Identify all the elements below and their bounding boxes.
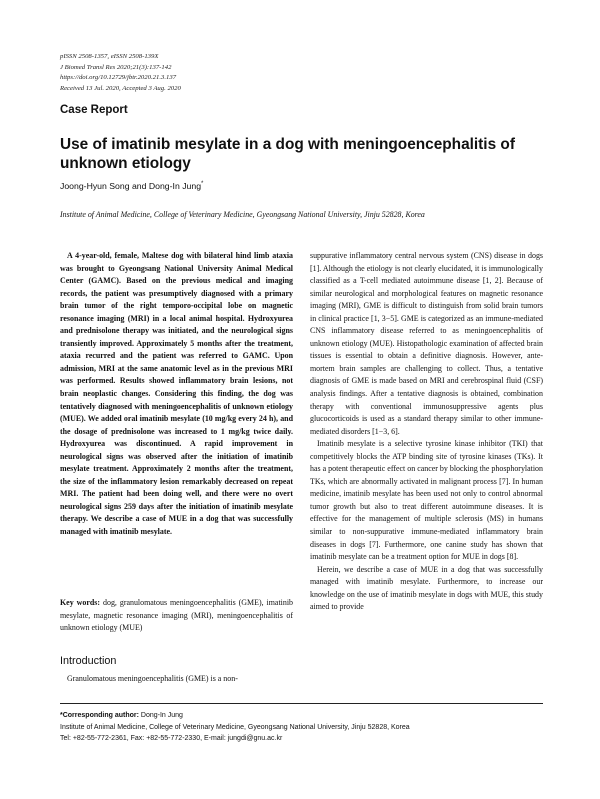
keywords-text: dog, granulomatous meningoencephalitis (GME), imatinib mesylate, magnetic resonance imaging (MRI), meningoencephalitis of unknown etiology (MUE) (60, 598, 294, 633)
footnote-divider (60, 703, 543, 704)
corresponding-address: Institute of Animal Medicine, College of Veterinary Medicine, Gyeongsang National University, Jinju 52828, Korea (60, 723, 410, 731)
author-names: Joong-Hyun Song and Dong-In Jung (60, 181, 202, 191)
journal-header (60, 52, 181, 94)
corresponding-contact: Tel: +82-55-772-2361, Fax: +82-55-772-2330, E-mail: jungdi@gnu.ac.kr (60, 735, 283, 743)
intro-body (60, 673, 293, 686)
issn-line: pISSN 2508-1357, eISSN 2508-139X (60, 53, 159, 60)
body-paragraph-2: Imatinib mesylate is a selective tyrosine kinase inhibitor (TKI) that competitively blocks the ATP binding site of tyrosine kinases (TKs). It has a potent therapeutic effect on cancer by blocking the phosphorylation TKs, which are abnormally activated in malignant process [7]. In human medicine, imatinib mesylate has been used not only to control abnormal tumor growth but also to treat different autoimmune diseases. It is effective for the management of multiple sclerosis (MS) in humans similar to non-suppurative immune-mediated inflammatory brain diseases in dogs [7]. Furthermore, one canine study has shown that imatinib mesylate can be a treatment option for MUE in dogs [8]. (310, 439, 543, 562)
citation-line: J Biomed Transl Res 2020;21(3):137-142 (60, 63, 172, 71)
right-column (310, 250, 543, 614)
intro-heading: Introduction (60, 655, 117, 667)
article-type: Case Report (60, 104, 128, 116)
abstract (60, 250, 293, 539)
correspondence-footnote (60, 710, 410, 745)
keywords-label: Key words: (60, 598, 101, 607)
keywords (60, 597, 293, 635)
body-paragraph-1: suppurative inflammatory central nervous system (CNS) disease in dogs [1]. Although the etiology is not clearly elucidated, it is immunologically classified as a T-cell mediated autoimmune disease [1, 2]. Because of similar neurological and morphological features on magnetic resonance imaging (MRI), GME is difficult to distinguish from solid brain tumors in clinical practice [1, 3−5]. GME is categorized as an immune-mediated CNS inflammatory disease referred to as meningoencephalitis of unknown etiology (MUE). Histopathologic examination of affected brain tissues is essential to obtain a definitive diagnosis. However, ante-mortem brain samples are challenging to collect. Thus, a tentative diagnosis of GME is made based on MRI and cerebrospinal fluid (CSF) analysis findings. After a tentative diagnosis is obtained, combination therapy with conventional immunosuppressive agents plus glucocorticoids is used as a standard therapy similar to other immune-mediated disorders [1−3, 6]. (310, 251, 543, 436)
corresponding-mark: * (201, 181, 204, 188)
body-paragraph-3: Herein, we describe a case of MUE in a dog that was successfully managed with imatinib mesylate. Furthermore, to increase our knowledge on the use of imatinib mesylate in dogs with MUE, this study aimed to provide (310, 564, 543, 612)
intro-paragraph: Granulomatous meningoencephalitis (GME) is a non- (67, 674, 238, 683)
corresponding-author-line (60, 710, 410, 722)
doi-link[interactable]: https://doi.org/10.12729/jbtr.2020.21.3.137 (60, 74, 177, 82)
corresponding-name: Dong-In Jung (140, 712, 183, 719)
dates-line: Received 13 Jul. 2020, Accepted 3 Aug. 2020 (60, 84, 181, 92)
affiliation: Institute of Animal Medicine, College of Veterinary Medicine, Gyeongsang National University, Jinju 52828, Korea (60, 210, 425, 219)
author-list (60, 181, 203, 191)
article-title: Use of imatinib mesylate in a dog with meningoencephalitis of unknown etiology (60, 136, 515, 172)
abstract-text: A 4-year-old, female, Maltese dog with bilateral hind limb ataxia was brought to Gyeongsang National University Animal Medical Center (GAMC). Based on the previous medical and imaging records, the patient was presumptively diagnosed with a primary brain tumor of the right temporo-occipital lobe on magnetic resonance imaging (MRI) in a local animal hospital. Hydroxyurea and prednisolone therapy was initiated, and the neurological signs transiently improved. Approximately 5 months after the treatment, ataxia recurred and the patient was referred to GAMC. Upon admission, MRI at the same anatomic level as in the previous MRI was performed. Results showed inflammatory brain lesions, not brain neoplastic changes. Considering this finding, the dog was tentatively diagnosed with meningoencephalitis of unknown etiology (MUE). We added oral imatinib mesylate (10 mg/kg every 24 h), and the dosage of prednisolone was increased to 1 mg/kg twice daily. Hydroxyurea was discontinued. A rapid improvement in neurological signs was observed after the initiation of imatinib mesylate treatment. Approximately 2 months after the treatment, the size of the inflammatory lesion remarkably decreased on repeat MRI. The patient had been doing well, and there were no overt neurological signs 259 days after the initiation of imatinib mesylate therapy. We describe a case of MUE in a dog that was successfully managed with imatinib mesylate. (60, 251, 293, 537)
corresponding-label: *Corresponding author: (60, 712, 139, 719)
